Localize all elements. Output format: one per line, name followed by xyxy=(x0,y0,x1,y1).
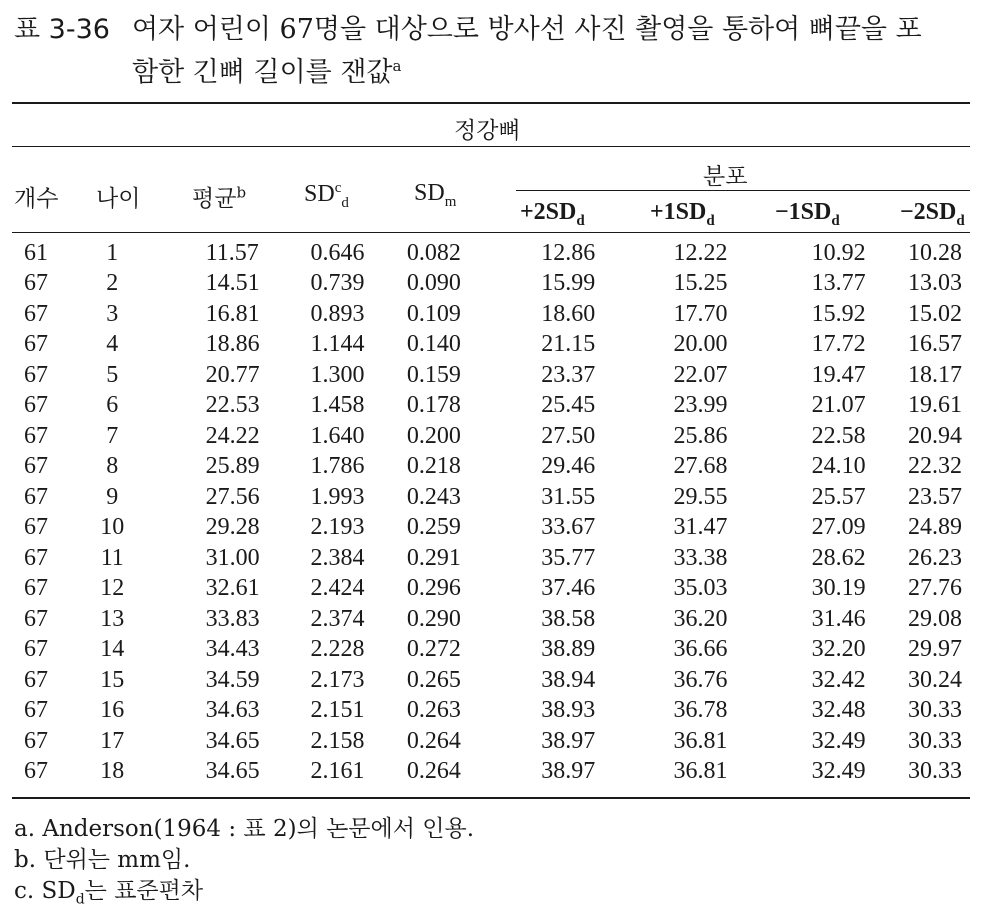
table-cell: 23.37 xyxy=(541,361,596,388)
caption-line-2 xyxy=(132,48,974,91)
table-cell: 15.99 xyxy=(541,270,596,297)
table-cell: 34.65 xyxy=(205,758,260,785)
table-row xyxy=(12,726,974,757)
table-cell: 27.68 xyxy=(673,453,728,480)
table-cell: 2.161 xyxy=(310,758,365,785)
table-cell: 0.264 xyxy=(406,758,461,785)
header-rule xyxy=(12,232,970,233)
table-cell: 32.49 xyxy=(811,758,866,785)
data-table xyxy=(12,238,974,787)
table-row xyxy=(12,452,974,483)
table-cell: 22.32 xyxy=(908,453,962,480)
table-cell: 20.94 xyxy=(908,422,962,449)
col-plus1sd: $+1SD_d$ xyxy=(650,199,715,229)
table-row xyxy=(12,757,974,788)
caption-line-1 xyxy=(14,12,974,48)
table-cell: 5 xyxy=(106,361,119,388)
table-row xyxy=(12,360,974,391)
group-header-tibia: 정강뼈 xyxy=(454,118,521,144)
table-cell: 67 xyxy=(24,300,48,327)
table-cell: 1.640 xyxy=(310,422,365,449)
table-cell: 30.33 xyxy=(908,758,962,785)
footnote-c: c. $SD_d$는 표준편차 xyxy=(14,878,204,908)
footnote-a: a. Anderson(1964 : 표 2)의 논문에서 인용. xyxy=(14,816,475,842)
table-cell: 26.23 xyxy=(908,544,962,571)
table-cell: 67 xyxy=(24,514,48,541)
table-row xyxy=(12,330,974,361)
table-cell: 0.265 xyxy=(406,666,461,693)
table-cell: 4 xyxy=(106,331,119,358)
table-row xyxy=(12,299,974,330)
table-cell: 35.77 xyxy=(541,544,596,571)
table-cell: 31.47 xyxy=(673,514,728,541)
table-cell: 29.97 xyxy=(908,636,962,663)
table-cell: 15.92 xyxy=(811,300,866,327)
table-cell: 29.55 xyxy=(673,483,728,510)
table-cell: 0.272 xyxy=(406,636,461,663)
table-cell: 6 xyxy=(106,392,119,419)
table-cell: 0.140 xyxy=(406,331,461,358)
table-cell: 2 xyxy=(106,270,119,297)
table-cell: 67 xyxy=(24,697,48,724)
table-cell: 17.72 xyxy=(811,331,866,358)
table-row xyxy=(12,665,974,696)
dist-header: 분포 xyxy=(703,164,748,190)
table-cell: 34.43 xyxy=(205,636,260,663)
table-cell: 32.20 xyxy=(811,636,866,663)
table-cell: 38.93 xyxy=(541,697,596,724)
col-minus1sd: $-1SD_d$ xyxy=(775,199,840,229)
table-cell: 0.200 xyxy=(406,422,461,449)
table-row xyxy=(12,696,974,727)
table-cell: 21.15 xyxy=(541,331,596,358)
table-row xyxy=(12,604,974,635)
table-cell: 24.10 xyxy=(811,453,866,480)
table-cell: 13.03 xyxy=(908,270,962,297)
table-cell: 15.25 xyxy=(673,270,728,297)
table-cell: 32.42 xyxy=(811,666,866,693)
table-cell: 2.158 xyxy=(310,727,365,754)
col-sdm: $SD_m$ xyxy=(414,180,457,210)
table-cell: 2.151 xyxy=(310,697,365,724)
table-cell: 67 xyxy=(24,636,48,663)
table-cell: 22.53 xyxy=(205,392,260,419)
table-cell: 67 xyxy=(24,605,48,632)
table-cell: 34.59 xyxy=(205,666,260,693)
table-cell: 11 xyxy=(100,544,124,571)
table-cell: 25.57 xyxy=(811,483,866,510)
table-cell: 33.83 xyxy=(205,605,260,632)
table-cell: 67 xyxy=(24,727,48,754)
table-cell: 0.082 xyxy=(406,239,461,266)
table-cell: 36.81 xyxy=(673,727,728,754)
table-cell: 36.78 xyxy=(673,697,728,724)
table-cell: 1.144 xyxy=(310,331,365,358)
table-cell: 16.57 xyxy=(908,331,962,358)
table-cell: 23.57 xyxy=(908,483,962,510)
table-cell: 22.58 xyxy=(811,422,866,449)
table-cell: 29.28 xyxy=(205,514,260,541)
table-cell: 0.159 xyxy=(406,361,461,388)
table-cell: 32.49 xyxy=(811,727,866,754)
footnotes xyxy=(14,814,474,916)
col-minus2sd: $-2SD_d$ xyxy=(900,199,965,229)
table-cell: 67 xyxy=(24,331,48,358)
table-number: 표 3-36 xyxy=(14,14,110,45)
table-cell: 36.81 xyxy=(673,758,728,785)
table-cell: 35.03 xyxy=(673,575,728,602)
table-cell: 13.77 xyxy=(811,270,866,297)
table-cell: 38.97 xyxy=(541,758,596,785)
table-cell: 20.00 xyxy=(673,331,728,358)
table-cell: 67 xyxy=(24,575,48,602)
table-cell: 0.291 xyxy=(406,544,461,571)
table-cell: 67 xyxy=(24,392,48,419)
table-cell: 15.02 xyxy=(908,300,962,327)
table-cell: 18 xyxy=(100,758,125,785)
table-cell: 33.67 xyxy=(541,514,596,541)
table-cell: 28.62 xyxy=(811,544,866,571)
table-cell: 12 xyxy=(100,575,125,602)
table-row xyxy=(12,421,974,452)
col-age: 나이 xyxy=(96,186,141,212)
group-rule xyxy=(12,146,970,147)
table-cell: 1.300 xyxy=(310,361,365,388)
table-cell: 0.178 xyxy=(406,392,461,419)
table-cell: 0.259 xyxy=(406,514,461,541)
table-cell: 11.57 xyxy=(205,239,259,266)
table-body xyxy=(12,238,974,787)
table-cell: 31.46 xyxy=(811,605,866,632)
table-cell: 10.28 xyxy=(908,239,962,266)
table-cell: 1.458 xyxy=(310,392,365,419)
table-cell: 0.243 xyxy=(406,483,461,510)
table-cell: 1.993 xyxy=(310,483,365,510)
table-cell: 7 xyxy=(106,422,119,449)
table-cell: 38.94 xyxy=(541,666,596,693)
table-cell: 67 xyxy=(24,453,48,480)
table-cell: 21.07 xyxy=(811,392,866,419)
table-cell: 36.20 xyxy=(673,605,728,632)
table-cell: 0.893 xyxy=(310,300,365,327)
table-cell: 67 xyxy=(24,483,48,510)
table-cell: 0.296 xyxy=(406,575,461,602)
table-cell: 67 xyxy=(24,758,48,785)
table-cell: 30.24 xyxy=(908,666,962,693)
table-cell: 67 xyxy=(24,270,48,297)
table-cell: 38.89 xyxy=(541,636,596,663)
table-cell: 8 xyxy=(106,453,119,480)
table-cell: 12.22 xyxy=(673,239,728,266)
table-cell: 38.97 xyxy=(541,727,596,754)
table-cell: 29.08 xyxy=(908,605,962,632)
table-cell: 25.89 xyxy=(205,453,260,480)
table-cell: 18.86 xyxy=(205,331,260,358)
table-row xyxy=(12,238,974,269)
bottom-rule xyxy=(12,797,970,799)
table-cell: 17.70 xyxy=(673,300,728,327)
table-cell: 2.384 xyxy=(310,544,365,571)
table-cell: 2.193 xyxy=(310,514,365,541)
table-cell: 31.00 xyxy=(205,544,260,571)
table-cell: 24.89 xyxy=(908,514,962,541)
top-rule xyxy=(12,102,970,104)
table-cell: 10.92 xyxy=(811,239,866,266)
table-cell: 3 xyxy=(106,300,119,327)
table-cell: 34.65 xyxy=(205,727,260,754)
table-cell: 0.264 xyxy=(406,727,461,754)
table-cell: 38.58 xyxy=(541,605,596,632)
table-cell: 0.218 xyxy=(406,453,461,480)
table-row xyxy=(12,482,974,513)
table-cell: 2.374 xyxy=(310,605,365,632)
table-cell: 30.33 xyxy=(908,697,962,724)
table-cell: 61 xyxy=(24,239,48,266)
table-row xyxy=(12,513,974,544)
table-cell: 23.99 xyxy=(673,392,728,419)
table-cell: 36.76 xyxy=(673,666,728,693)
table-cell: 19.61 xyxy=(908,392,962,419)
table-cell: 2.173 xyxy=(310,666,365,693)
table-cell: 27.09 xyxy=(811,514,866,541)
col-count: 개수 xyxy=(14,186,59,212)
table-cell: 34.63 xyxy=(205,697,260,724)
table-cell: 25.86 xyxy=(673,422,728,449)
col-plus2sd: $+2SD_d$ xyxy=(520,199,585,229)
col-sdd: $SD^c_d$ xyxy=(304,180,349,211)
table-cell: 18.17 xyxy=(908,361,962,388)
dist-rule xyxy=(516,190,970,191)
table-cell: 67 xyxy=(24,544,48,571)
table-cell: 14.51 xyxy=(205,270,260,297)
table-cell: 67 xyxy=(24,361,48,388)
table-row xyxy=(12,391,974,422)
table-cell: 1 xyxy=(106,239,119,266)
table-cell: 1.786 xyxy=(310,453,365,480)
table-cell: 20.77 xyxy=(205,361,260,388)
caption-text-1: 여자 어린이 67명을 대상으로 방사선 사진 촬영을 통하여 뼈끝을 포 xyxy=(131,14,922,45)
table-cell: 22.07 xyxy=(673,361,728,388)
table-row xyxy=(12,269,974,300)
table-row xyxy=(12,574,974,605)
table-cell: 30.19 xyxy=(811,575,866,602)
table-cell: 2.228 xyxy=(310,636,365,663)
table-cell: 0.109 xyxy=(406,300,461,327)
table-row xyxy=(12,635,974,666)
table-cell: 37.46 xyxy=(541,575,596,602)
table-cell: 67 xyxy=(24,666,48,693)
caption-footnote-mark: a xyxy=(392,57,402,75)
table-cell: 0.090 xyxy=(406,270,461,297)
table-cell: 36.66 xyxy=(673,636,728,663)
table-cell: 10 xyxy=(100,514,125,541)
col-mean: 평균$^b$ xyxy=(192,183,247,212)
table-cell: 32.61 xyxy=(205,575,260,602)
table-cell: 29.46 xyxy=(541,453,596,480)
table-cell: 9 xyxy=(106,483,119,510)
caption-text-2: 함한 긴뼈 길이를 잰값 xyxy=(132,57,393,88)
table-cell: 27.50 xyxy=(541,422,596,449)
table-cell: 12.86 xyxy=(541,239,596,266)
table-cell: 67 xyxy=(24,422,48,449)
table-cell: 17 xyxy=(100,727,125,754)
table-cell: 18.60 xyxy=(541,300,596,327)
table-cell: 33.38 xyxy=(673,544,728,571)
table-cell: 2.424 xyxy=(310,575,365,602)
table-cell: 0.646 xyxy=(310,239,365,266)
table-caption xyxy=(14,12,974,91)
table-cell: 19.47 xyxy=(811,361,866,388)
table-cell: 0.739 xyxy=(310,270,365,297)
table-row xyxy=(12,543,974,574)
footnote-b: b. 단위는 mm임. xyxy=(14,847,191,873)
table-cell: 27.76 xyxy=(908,575,962,602)
table-cell: 24.22 xyxy=(205,422,260,449)
table-cell: 0.263 xyxy=(406,697,461,724)
table-cell: 27.56 xyxy=(205,483,260,510)
table-cell: 32.48 xyxy=(811,697,866,724)
table-cell: 31.55 xyxy=(541,483,596,510)
table-cell: 25.45 xyxy=(541,392,596,419)
table-cell: 15 xyxy=(100,666,125,693)
table-cell: 16.81 xyxy=(205,300,260,327)
table-cell: 16 xyxy=(100,697,125,724)
table-cell: 13 xyxy=(100,605,125,632)
table-cell: 0.290 xyxy=(406,605,461,632)
table-cell: 14 xyxy=(100,636,125,663)
table-cell: 30.33 xyxy=(908,727,962,754)
